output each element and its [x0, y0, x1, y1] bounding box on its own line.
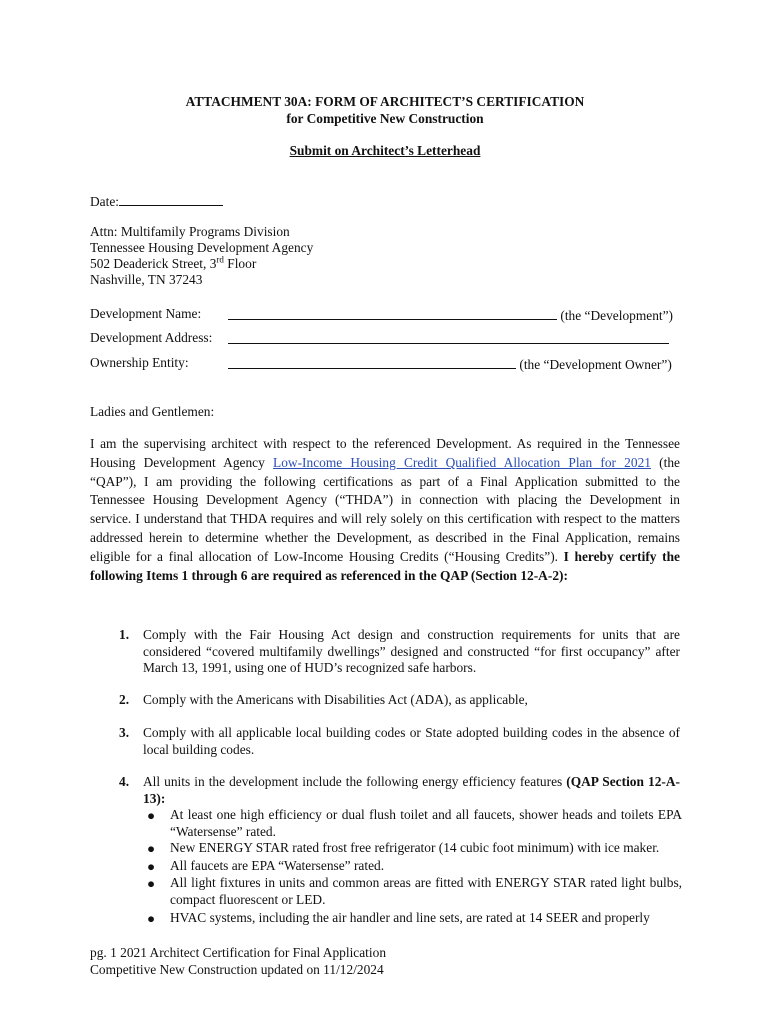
item-3-text: Comply with all applicable local building codes or State adopted building codes in the absence of local building codes.: [143, 725, 680, 757]
bullet-icon: ●: [147, 808, 156, 823]
qap-link[interactable]: Low-Income Housing Credit Qualified Allocation Plan for 2021: [273, 455, 651, 470]
development-address-label: Development Address:: [90, 330, 213, 345]
development-name-field: [228, 306, 673, 324]
letterhead-instruction: Submit on Architect’s Letterhead: [289, 143, 481, 158]
body-line-3: “QAP”), I am providing the following certifications as part of a Final Application submitted to the: [90, 474, 680, 489]
item-1-text: Comply with the Fair Housing Act design and construction requirements for units that are considered “covered multifamily dwellings” designed and constructed “for first occupancy” after March 13, 1991, using one of HUD’s recognized safe harbors.: [143, 627, 680, 675]
body-line-5: service. I understand that THDA requires and will rely solely on this certification with respect to the matters: [90, 511, 680, 526]
body-agency-text: Housing Development Agency: [90, 455, 265, 470]
body-line-6: addressed herein to determine whether the Development, as described in the Final Application, remains: [90, 530, 680, 545]
body-line-8: following Items 1 through 6 are required as referenced in the QAP (Section 12-A-2):: [90, 568, 568, 583]
bullet-text-2: New ENERGY STAR rated frost free refrigerator (14 cubic foot minimum) with ice maker.: [170, 840, 660, 855]
address-line-1: Attn: Multifamily Programs Division: [90, 224, 290, 239]
bullet-icon: ●: [147, 859, 156, 874]
bullet-text-4: All light fixtures in units and common areas are fitted with ENERGY STAR rated light bulbs, compact fluorescent or LED.: [170, 875, 682, 907]
floor-text: Floor: [223, 256, 257, 271]
body-line-7: [90, 549, 680, 565]
salutation: Ladies and Gentlemen:: [90, 404, 215, 419]
item-4-qap-reference: (QAP Section 12-A-13):: [143, 774, 680, 806]
item-2-text: Comply with the Americans with Disabilities Act (ADA), as applicable,: [143, 692, 528, 707]
development-address-field: [228, 330, 669, 348]
address-line-4: Nashville, TN 37243: [90, 272, 203, 287]
body-line-4: Tennessee Housing Development Agency (“THDA”) in connection with placing the Development in: [90, 492, 680, 507]
certify-text: I hereby certify the: [563, 549, 680, 564]
date-label: Date:: [90, 194, 119, 209]
bullet-text-1: At least one high efficiency or dual flush toilet and all faucets, shower heads and toilets EPA “Watersense” rated.: [170, 807, 682, 839]
body-the-text: (the: [659, 455, 680, 470]
document-subtitle: for Competitive New Construction: [286, 111, 484, 126]
development-address-blank: [228, 330, 669, 344]
bullet-text-5: HVAC systems, including the air handler and line sets, are rated at 14 SEER and properly: [170, 910, 650, 925]
item-number: 2.: [119, 692, 130, 707]
bullet-text-3: All faucets are EPA “Watersense” rated.: [170, 858, 385, 873]
item-number: 3.: [119, 725, 130, 740]
item-4-text: [143, 774, 680, 807]
development-name-suffix: (the “Development”): [560, 308, 674, 323]
date-blank: [119, 192, 223, 206]
item-number: 1.: [119, 627, 130, 642]
footer-line-2: Competitive New Construction updated on 11/12/2024: [90, 962, 384, 977]
address-line-3: [90, 256, 256, 272]
bullet-icon: ●: [147, 876, 156, 891]
development-name-label: Development Name:: [90, 306, 202, 321]
body-housing-credits-text: eligible for a final allocation of Low-Income Housing Credits (“Housing Credits”).: [90, 549, 559, 564]
ownership-entity-label: Ownership Entity:: [90, 355, 189, 370]
item-number: 4.: [119, 774, 130, 789]
document-title: ATTACHMENT 30A: FORM OF ARCHITECT’S CERTIFICATION: [185, 94, 585, 109]
ownership-entity-suffix: (the “Development Owner”): [519, 357, 672, 372]
bullet-icon: ●: [147, 841, 156, 856]
item-4-text-main: All units in the development include the following energy efficiency features: [143, 774, 563, 789]
address-line-2: Tennessee Housing Development Agency: [90, 240, 314, 255]
body-line-2: [90, 455, 680, 471]
ownership-entity-blank: [228, 355, 516, 369]
date-line: [90, 192, 223, 210]
ownership-entity-field: [228, 355, 672, 373]
body-line-1: I am the supervising architect with respect to the referenced Development. As required in the Tennessee: [90, 436, 680, 451]
bullet-icon: ●: [147, 911, 156, 926]
development-name-blank: [228, 306, 557, 320]
floor-ordinal: rd: [216, 254, 224, 265]
footer-line-1: pg. 1 2021 Architect Certification for Final Application: [90, 945, 387, 960]
street-address: 502 Deaderick Street, 3: [90, 256, 217, 271]
